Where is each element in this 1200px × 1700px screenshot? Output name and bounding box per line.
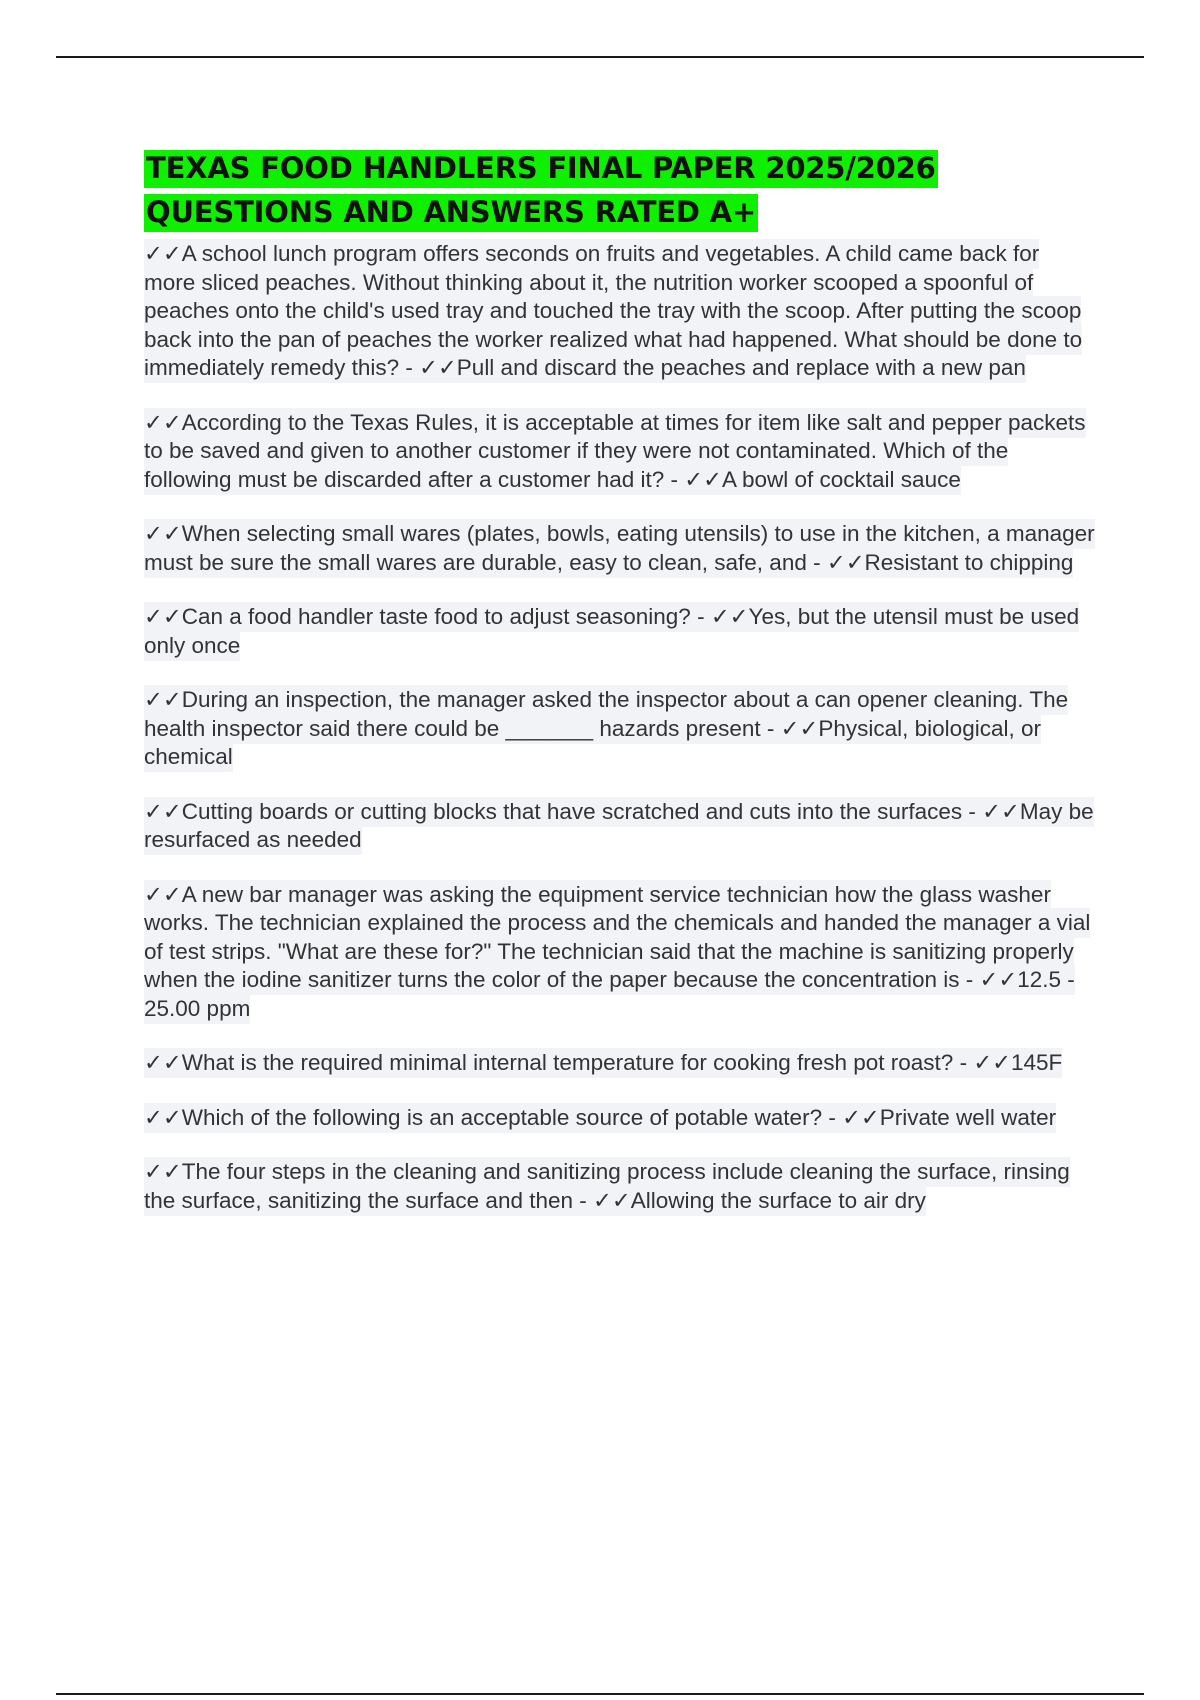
qa-item <box>144 798 1096 855</box>
qa-item-text: ✓✓When selecting small wares (plates, bowls, eating utensils) to use in the kitchen, a manager must be sure the small wares are durable, easy to clean, safe, and - ✓✓Resistant to chipping <box>144 519 1095 578</box>
qa-item <box>144 1158 1096 1215</box>
document-body <box>144 146 1096 1241</box>
qa-item-text: ✓✓What is the required minimal internal temperature for cooking fresh pot roast? - ✓✓145F <box>144 1048 1062 1078</box>
document-title-text: TEXAS FOOD HANDLERS FINAL PAPER 2025/2026 QUESTIONS AND ANSWERS RATED A+ <box>144 150 938 232</box>
qa-item <box>144 520 1096 577</box>
qa-item <box>144 1104 1096 1133</box>
qa-item <box>144 686 1096 772</box>
qa-item-text: ✓✓A school lunch program offers seconds on fruits and vegetables. A child came back for more sliced peaches. Without thinking about it, the nutrition worker scooped a spoonful of peaches onto the child's used tray and touched the tray with the scoop. After putting the scoop back into the pan of peaches the worker realized what had happened. What should be done to immediately remedy this? - ✓✓Pull and discard the peaches and replace with a new pan <box>144 239 1082 383</box>
qa-item <box>144 240 1096 383</box>
document-title <box>144 146 1096 234</box>
qa-item <box>144 881 1096 1024</box>
footer-rule <box>56 1693 1144 1695</box>
qa-item-text: ✓✓Can a food handler taste food to adjust seasoning? - ✓✓Yes, but the utensil must be used only once <box>144 602 1079 661</box>
qa-item <box>144 409 1096 495</box>
qa-item-text: ✓✓Cutting boards or cutting blocks that have scratched and cuts into the surfaces - ✓✓May be resurfaced as needed <box>144 797 1094 856</box>
qa-item-text: ✓✓During an inspection, the manager asked the inspector about a can opener cleaning. The health inspector said there could be _______ hazards present - ✓✓Physical, biological, or chemical <box>144 685 1068 772</box>
qa-item <box>144 1049 1096 1078</box>
qa-item-text: ✓✓Which of the following is an acceptable source of potable water? - ✓✓Private well water <box>144 1103 1056 1133</box>
qa-item <box>144 603 1096 660</box>
header-rule <box>56 56 1144 58</box>
qa-item-text: ✓✓The four steps in the cleaning and sanitizing process include cleaning the surface, rinsing the surface, sanitizing the surface and then - ✓✓Allowing the surface to air dry <box>144 1157 1070 1216</box>
qa-item-text: ✓✓A new bar manager was asking the equipment service technician how the glass washer works. The technician explained the process and the chemicals and handed the manager a vial of test strips. "What are these for?" The technician said that the machine is sanitizing properly when the iodine sanitizer turns the color of the paper because the concentration is - ✓✓12.5 - 25.00 ppm <box>144 880 1090 1024</box>
qa-item-text: ✓✓According to the Texas Rules, it is acceptable at times for item like salt and pepper packets to be saved and given to another customer if they were not contaminated. Which of the following must be discarded after a customer had it? - ✓✓A bowl of cocktail sauce <box>144 408 1086 495</box>
